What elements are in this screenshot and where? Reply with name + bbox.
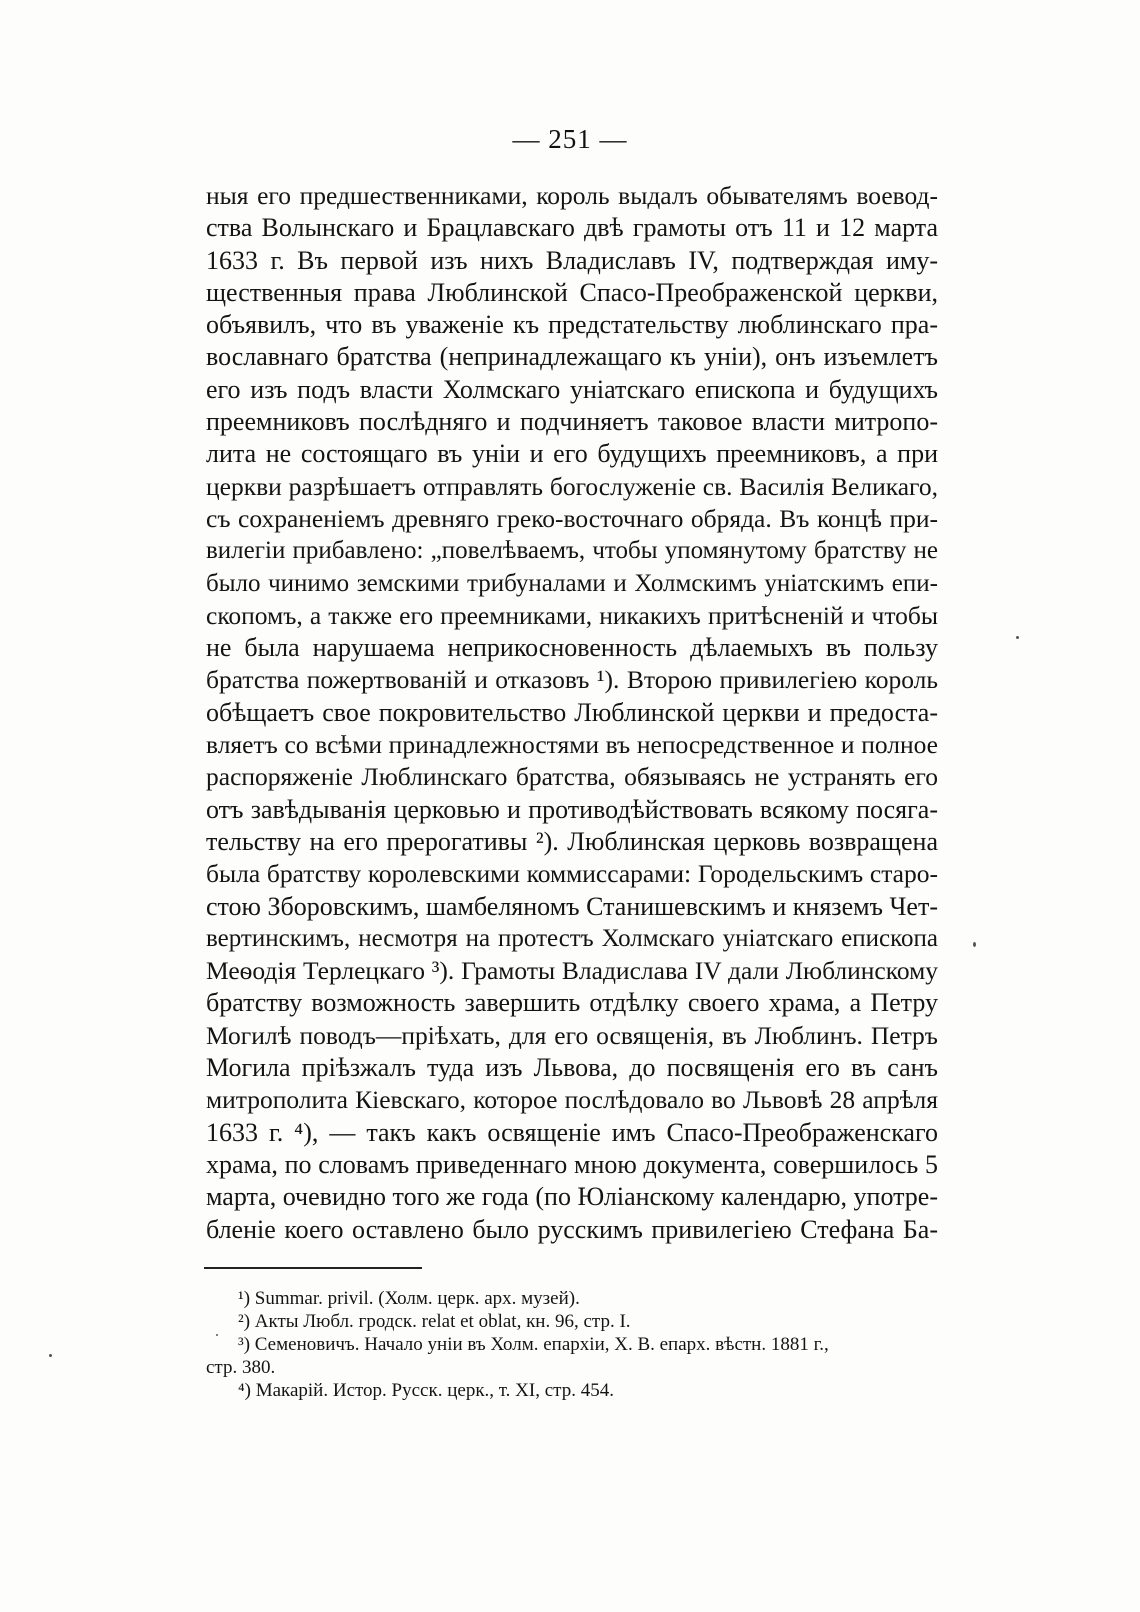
footnote: ²) Акты Любл. гродск. relat et oblat, кн. 96, стр. I. <box>238 1311 631 1332</box>
text-line: марта, очевидно того же года (по Юліанскому календарю, употре- <box>206 1182 938 1212</box>
text-line: тельству на его прерогативы ²). Люблинская церковь возвращена <box>206 826 938 856</box>
text-line: вославнаго братства (непринадлежащаго къ уніи), онъ изъемлетъ <box>206 342 938 372</box>
text-line: Могила пріѣзжалъ туда изъ Львова, до посвященія его въ санъ <box>206 1053 938 1083</box>
scan-speck <box>973 942 976 947</box>
footnote-continuation: стр. 380. <box>206 1357 276 1378</box>
text-line: распоряженіе Люблинскаго братства, обязываясь не устранять его <box>206 762 938 792</box>
text-line: 1633 г. ⁴), — такъ какъ освященіе имъ Спасо-Преображенскаго <box>206 1117 938 1147</box>
text-line: его изъ подъ власти Холмскаго уніатскаго епископа и будущихъ <box>206 374 938 404</box>
text-line: была братству королевскими коммиссарами: Городельскимъ старо- <box>206 859 938 889</box>
text-line: вляетъ со всѣми принадлежностями въ непосредственное и полное <box>206 730 938 760</box>
scan-speck <box>216 1334 218 1336</box>
text-line: лита не состоящаго въ уніи и его будущихъ преемниковъ, а при <box>206 439 938 469</box>
footnote: ³) Семеновичъ. Начало уніи въ Холм. епархіи, Х. В. епарх. вѣстн. 1881 г., <box>238 1334 829 1355</box>
text-line: вертинскимъ, несмотря на протестъ Холмскаго уніатскаго епископа <box>206 924 938 952</box>
text-line: ства Волынскаго и Брацлавскаго двѣ грамоты отъ 11 и 12 марта <box>206 213 938 243</box>
footnote: ¹) Summar. privil. (Холм. церк. арх. музей). <box>238 1288 580 1309</box>
text-line: не была нарушаема неприкосновенность дѣлаемыхъ въ пользу <box>206 633 938 663</box>
scan-speck <box>49 1354 52 1357</box>
text-line: съ сохраненіемъ древняго греко-восточнаго обряда. Въ концѣ при- <box>206 503 938 533</box>
text-line: братству возможность завершить отдѣлку своего храма, а Петру <box>206 988 938 1018</box>
text-line: митрополита Кіевскаго, которое послѣдовало во Львовѣ 28 апрѣля <box>206 1085 938 1115</box>
page-number: — 251 — <box>512 124 628 154</box>
text-line: отъ завѣдыванія церковью и противодѣйствовать всякому посяга- <box>206 794 938 824</box>
text-line: бленіе коего оставлено было русскимъ привилегіею Стефана Ба- <box>206 1214 938 1244</box>
text-line: ныя его предшественниками, король выдалъ обывателямъ воевод- <box>206 181 938 210</box>
text-line: скопомъ, а также его преемниками, никакихъ притѣсненій и чтобы <box>206 600 938 630</box>
text-line: церкви разрѣшаетъ отправлять богослуженіе св. Василія Великаго, <box>206 471 938 501</box>
scan-speck <box>1016 636 1019 639</box>
footnote: ⁴) Макарій. Истор. Русск. церк., т. XI, стр. 454. <box>238 1380 614 1401</box>
text-line: 1633 г. Въ первой изъ нихъ Владиславъ IV, подтверждая иму- <box>206 245 938 275</box>
text-line: было чинимо земскими трибуналами и Холмскимъ уніатскимъ епи- <box>206 569 938 597</box>
text-line: преемниковъ послѣдняго и подчиняетъ таковое власти митропо- <box>206 407 938 437</box>
text-line: храма, по словамъ приведеннаго мною документа, совершилось 5 <box>206 1149 938 1179</box>
text-line: щественныя права Люблинской Спасо-Преображенской церкви, <box>206 277 938 307</box>
text-line: стою Зборовскимъ, шамбеляномъ Станишевскимъ и княземъ Чет- <box>206 891 938 921</box>
text-line: обѣщаетъ свое покровительство Люблинской церкви и предоста- <box>206 697 938 727</box>
footnotes <box>206 1287 938 1402</box>
text-line: вилегіи прибавлено: „повелѣваемъ, чтобы упомянутому братству не <box>206 537 938 565</box>
text-line: братства пожертвованій и отказовъ ¹). Второю привилегіею король <box>206 665 938 695</box>
text-line: объявилъ, что въ уваженіе къ предстательству люблинскаго пра- <box>206 310 938 340</box>
text-line: Могилѣ поводъ—пріѣхать, для его освященія, въ Люблинъ. Петръ <box>206 1020 938 1050</box>
footnote-divider <box>204 1267 422 1269</box>
text-line: Меѳодія Терлецкаго ³). Грамоты Владислава IV дали Люблинскому <box>206 956 938 986</box>
body-text <box>206 180 938 1246</box>
